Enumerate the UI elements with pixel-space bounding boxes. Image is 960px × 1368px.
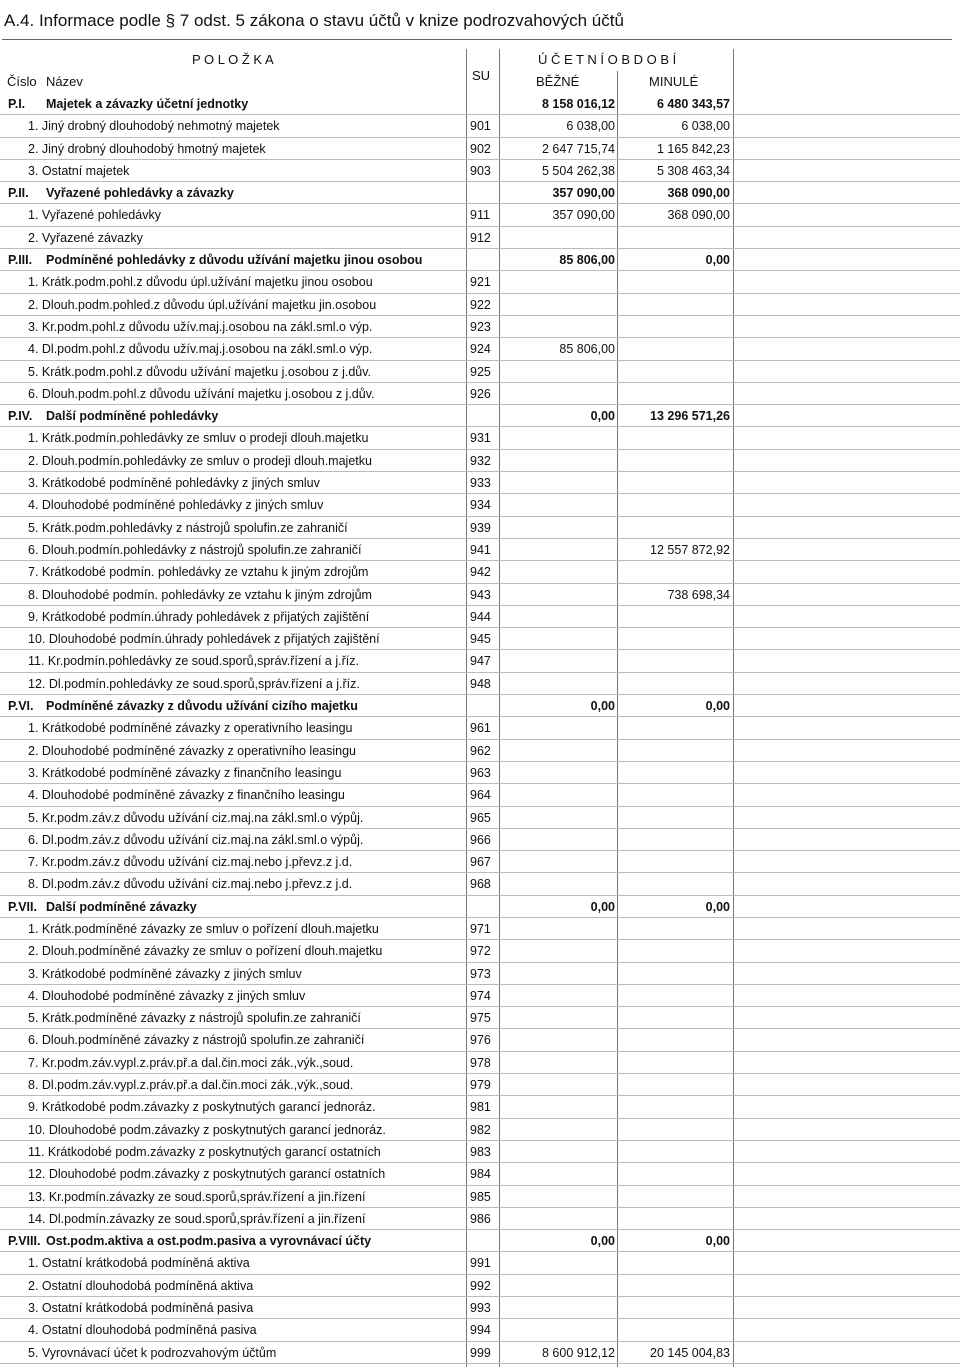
section-row [0,249,960,271]
table-row [0,450,960,472]
row-number: P.VI. [8,699,34,714]
row-current-value: 357 090,00 [552,208,615,223]
table-row [0,472,960,494]
row-su: 926 [470,386,491,401]
row-name: 2. Dlouhodobé podmíněné závazky z operativního leasingu [28,743,356,758]
row-su: 965 [470,810,491,825]
section-row [0,182,960,204]
row-name: 5. Vyrovnávací účet k podrozvahovým účtům [28,1345,277,1360]
row-su: 941 [470,542,491,557]
table-row [0,1297,960,1319]
row-previous-value: 368 090,00 [667,186,730,201]
row-su: 982 [470,1122,491,1137]
table-row [0,1342,960,1364]
section-row [0,93,960,115]
table-row [0,807,960,829]
row-number: P.VIII. [8,1234,41,1249]
row-su: 992 [470,1278,491,1293]
row-su: 967 [470,855,491,870]
row-su: 978 [470,1055,491,1070]
row-divider [0,1363,960,1364]
row-current-value: 357 090,00 [552,186,615,201]
row-number: P.III. [8,253,33,268]
row-current-value: 0,00 [590,699,615,714]
section-row [0,405,960,427]
row-previous-value: 1 165 842,23 [657,141,730,156]
row-number: P.VII. [8,899,37,914]
row-name: 5. Krátk.podm.pohledávky z nástrojů spolufin.ze zahraničí [28,520,348,535]
table-row [0,561,960,583]
row-su: 942 [470,565,491,580]
table-row [0,851,960,873]
row-su: 974 [470,988,491,1003]
row-previous-value: 20 145 004,83 [650,1345,730,1360]
row-su: 964 [470,788,491,803]
row-su: 963 [470,765,491,780]
table-row [0,204,960,226]
row-su: 999 [470,1345,491,1360]
row-name: 1. Jiný drobný dlouhodobý nehmotný majetek [28,119,280,134]
row-name: Podmíněné závazky z důvodu užívání cizího majetku [46,699,358,714]
table-row [0,584,960,606]
row-name: 3. Krátkodobé podmíněné pohledávky z jiných smluv [28,476,320,491]
table-row [0,717,960,739]
row-current-value: 0,00 [590,1234,615,1249]
row-su: 968 [470,877,491,892]
row-su: 911 [470,208,490,223]
row-name: 1. Krátk.podmín.pohledávky ze smluv o prodeji dlouh.majetku [28,431,369,446]
row-name: 4. Dlouhodobé podmíněné pohledávky z jiných smluv [28,498,324,513]
row-su: 991 [470,1256,491,1271]
table-row [0,1119,960,1141]
table-row [0,427,960,449]
row-su: 979 [470,1078,491,1093]
table-row [0,985,960,1007]
table-header [0,49,960,93]
row-name: 1. Ostatní krátkodobá podmíněná aktiva [28,1256,250,1271]
table-row [0,1096,960,1118]
row-name: Vyřazené pohledávky a závazky [46,186,234,201]
row-name: 9. Krátkodobé podmín.úhrady pohledávek z přijatých zajištění [28,609,370,624]
podrozvaha-table [0,49,960,1364]
row-name: 3. Ostatní majetek [28,163,130,178]
row-su: 903 [470,163,491,178]
row-name: Další podmíněné závazky [46,899,197,914]
row-su: 922 [470,297,491,312]
row-su: 962 [470,743,491,758]
row-name: 8. Dl.podm.záv.vypl.z.práv.př.a dal.čin.moci zák.,výk.,soud. [28,1078,354,1093]
row-previous-value: 6 480 343,57 [657,97,730,111]
row-current-value: 85 806,00 [559,342,615,357]
table-row [0,762,960,784]
row-previous-value: 5 308 463,34 [657,163,730,178]
table-row [0,1275,960,1297]
row-name: 4. Dl.podm.pohl.z důvodu užív.maj.j.osobou na zákl.sml.o výp. [28,342,373,357]
row-name: 2. Dlouh.podmín.pohledávky ze smluv o prodeji dlouh.majetku [28,453,372,468]
row-current-value: 5 504 262,38 [542,163,615,178]
header-cislo: Číslo [7,74,37,89]
table-row [0,338,960,360]
section-row [0,1230,960,1252]
row-current-value: 6 038,00 [566,119,615,134]
row-name: 8. Dl.podm.záv.z důvodu užívání ciz.maj.nebo j.převz.z j.d. [28,877,353,892]
row-name: 10. Dlouhodobé podm.závazky z poskytnutých garancí jednoráz. [28,1122,386,1137]
row-current-value: 2 647 715,74 [542,141,615,156]
row-name: Další podmíněné pohledávky [46,409,219,424]
table-row [0,1074,960,1096]
row-su: 943 [470,587,491,602]
header-su: SU [472,68,491,83]
row-su: 933 [470,476,491,491]
header-polozka: P O L O Ž K A [192,52,274,67]
table-row [0,271,960,293]
row-name: 2. Jiný drobný dlouhodobý hmotný majetek [28,141,266,156]
row-name: Ost.podm.aktiva a ost.podm.pasiva a vyrovnávací účty [46,1234,372,1249]
row-name: 1. Vyřazené pohledávky [28,208,161,223]
table-row [0,138,960,160]
table-row [0,740,960,762]
table-row [0,940,960,962]
row-previous-value: 0,00 [705,899,730,914]
row-number: P.I. [8,97,26,111]
row-name: 4. Dlouhodobé podmíněné závazky z jiných smluv [28,988,306,1003]
row-previous-value: 738 698,34 [667,587,730,602]
row-su: 984 [470,1167,491,1182]
row-name: 12. Dl.podmín.pohledávky ze soud.sporů,správ.řízení a j.říz. [28,676,360,691]
row-name: 3. Krátkodobé podmíněné závazky z jiných smluv [28,966,302,981]
row-su: 921 [470,275,491,290]
row-previous-value: 0,00 [705,1234,730,1249]
row-number: P.IV. [8,409,33,424]
row-name: 7. Kr.podm.záv.vypl.z.práv.př.a dal.čin.moci zák.,výk.,soud. [28,1055,354,1070]
row-su: 973 [470,966,491,981]
table-row [0,539,960,561]
row-name: 6. Dlouh.podmín.pohledávky z nástrojů spolufin.ze zahraničí [28,542,362,557]
table-row [0,494,960,516]
section-row [0,896,960,918]
row-name: 2. Dlouh.podm.pohled.z důvodu úpl.užívání majetku jin.osobou [28,297,377,312]
row-name: 1. Krátk.podmíněné závazky ze smluv o pořízení dlouh.majetku [28,921,379,936]
table-row [0,1029,960,1051]
row-name: 10. Dlouhodobé podmín.úhrady pohledávek z přijatých zajištění [28,632,380,647]
row-previous-value: 0,00 [705,699,730,714]
row-name: 7. Kr.podm.záv.z důvodu užívání ciz.maj.nebo j.převz.z j.d. [28,855,353,870]
table-row [0,294,960,316]
document-title: A.4. Informace podle § 7 odst. 5 zákona o stavu účtů v knize podrozvahových účtů [2,6,952,40]
row-name: 6. Dl.podm.záv.z důvodu užívání ciz.maj.na zákl.sml.o výpůj. [28,832,364,847]
table-row [0,963,960,985]
row-su: 966 [470,832,491,847]
row-su: 976 [470,1033,491,1048]
table-row [0,673,960,695]
row-su: 925 [470,364,491,379]
row-name: 5. Krátk.podmíněné závazky z nástrojů spolufin.ze zahraničí [28,1011,361,1026]
row-su: 931 [470,431,491,446]
header-obdobi: Ú Č E T N Í O B D O B Í [538,52,677,67]
table-row [0,628,960,650]
row-su: 923 [470,319,491,334]
row-su: 993 [470,1301,491,1316]
row-name: 12. Dlouhodobé podm.závazky z poskytnutých garancí ostatních [28,1167,386,1182]
table-row [0,517,960,539]
table-row [0,115,960,137]
table-row [0,1141,960,1163]
table-row [0,361,960,383]
row-su: 972 [470,944,491,959]
row-su: 981 [470,1100,491,1115]
table-row [0,606,960,628]
row-name: 11. Kr.podmín.pohledávky ze soud.sporů,správ.řízení a j.říz. [28,654,359,669]
header-nazev: Název [46,74,83,89]
table-row [0,784,960,806]
row-su: 932 [470,453,491,468]
row-su: 939 [470,520,491,535]
header-bezne: BĚŽNÉ [536,74,580,89]
row-name: Podmíněné pohledávky z důvodu užívání majetku jinou osobou [46,253,423,268]
row-name: 4. Ostatní dlouhodobá podmíněná pasiva [28,1323,257,1338]
row-su: 947 [470,654,491,669]
header-minule: MINULÉ [649,74,699,89]
table-body [0,93,960,1364]
row-name: 14. Dl.podmín.závazky ze soud.sporů,správ.řízení a jin.řízení [28,1211,366,1226]
row-su: 934 [470,498,491,513]
row-current-value: 85 806,00 [559,253,615,268]
table-row [0,873,960,895]
row-name: 13. Kr.podmín.závazky ze soud.sporů,správ.řízení a jin.řízení [28,1189,366,1204]
row-current-value: 8 600 912,12 [542,1345,615,1360]
row-name: 2. Dlouh.podmíněné závazky ze smluv o pořízení dlouh.majetku [28,944,383,959]
row-su: 901 [470,119,491,134]
row-su: 994 [470,1323,491,1338]
row-name: 3. Ostatní krátkodobá podmíněná pasiva [28,1301,254,1316]
row-previous-value: 12 557 872,92 [650,542,730,557]
row-name: 5. Krátk.podm.pohl.z důvodu užívání majetku j.osobou z j.dův. [28,364,372,379]
row-name: 1. Krátkodobé podmíněné závazky z operativního leasingu [28,721,353,736]
row-name: 6. Dlouh.podm.pohl.z důvodu užívání majetku j.osobou z j.dův. [28,386,375,401]
row-su: 971 [470,921,491,936]
row-number: P.II. [8,186,29,201]
row-name: 3. Kr.podm.pohl.z důvodu užív.maj.j.osobou na zákl.sml.o výp. [28,319,373,334]
row-name: 1. Krátk.podm.pohl.z důvodu úpl.užívání majetku jinou osobou [28,275,373,290]
table-row [0,1319,960,1341]
row-name: 9. Krátkodobé podm.závazky z poskytnutých garancí jednoráz. [28,1100,376,1115]
row-name: Majetek a závazky účetní jednotky [46,97,249,111]
row-su: 961 [470,721,491,736]
row-current-value: 0,00 [590,409,615,424]
row-su: 975 [470,1011,491,1026]
row-current-value: 8 158 016,12 [542,97,615,111]
row-name: 7. Krátkodobé podmín. pohledávky ze vztahu k jiným zdrojům [28,565,369,580]
row-name: 2. Vyřazené závazky [28,230,143,245]
row-name: 6. Dlouh.podmíněné závazky z nástrojů spolufin.ze zahraničí [28,1033,365,1048]
row-name: 4. Dlouhodobé podmíněné závazky z finančního leasingu [28,788,345,803]
row-previous-value: 6 038,00 [681,119,730,134]
table-row [0,227,960,249]
row-su: 983 [470,1144,491,1159]
row-name: 5. Kr.podm.záv.z důvodu užívání ciz.maj.na zákl.sml.o výpůj. [28,810,364,825]
table-row [0,918,960,940]
row-name: 8. Dlouhodobé podmín. pohledávky ze vztahu k jiným zdrojům [28,587,372,602]
row-su: 902 [470,141,491,156]
table-row [0,829,960,851]
row-su: 986 [470,1211,491,1226]
row-su: 924 [470,342,491,357]
table-row [0,1208,960,1230]
row-previous-value: 13 296 571,26 [650,409,730,424]
row-name: 11. Krátkodobé podm.závazky z poskytnutých garancí ostatních [28,1144,381,1159]
row-su: 948 [470,676,491,691]
table-row [0,1186,960,1208]
row-previous-value: 368 090,00 [667,208,730,223]
table-row [0,650,960,672]
row-name: 3. Krátkodobé podmíněné závazky z finančního leasingu [28,765,342,780]
row-su: 944 [470,609,491,624]
row-su: 945 [470,632,491,647]
table-row [0,1052,960,1074]
table-row [0,1163,960,1185]
section-row [0,695,960,717]
row-su: 985 [470,1189,491,1204]
table-row [0,383,960,405]
table-row [0,316,960,338]
row-previous-value: 0,00 [705,253,730,268]
table-row [0,1252,960,1274]
table-row [0,160,960,182]
row-name: 2. Ostatní dlouhodobá podmíněná aktiva [28,1278,254,1293]
row-su: 912 [470,230,491,245]
table-row [0,1007,960,1029]
row-current-value: 0,00 [590,899,615,914]
